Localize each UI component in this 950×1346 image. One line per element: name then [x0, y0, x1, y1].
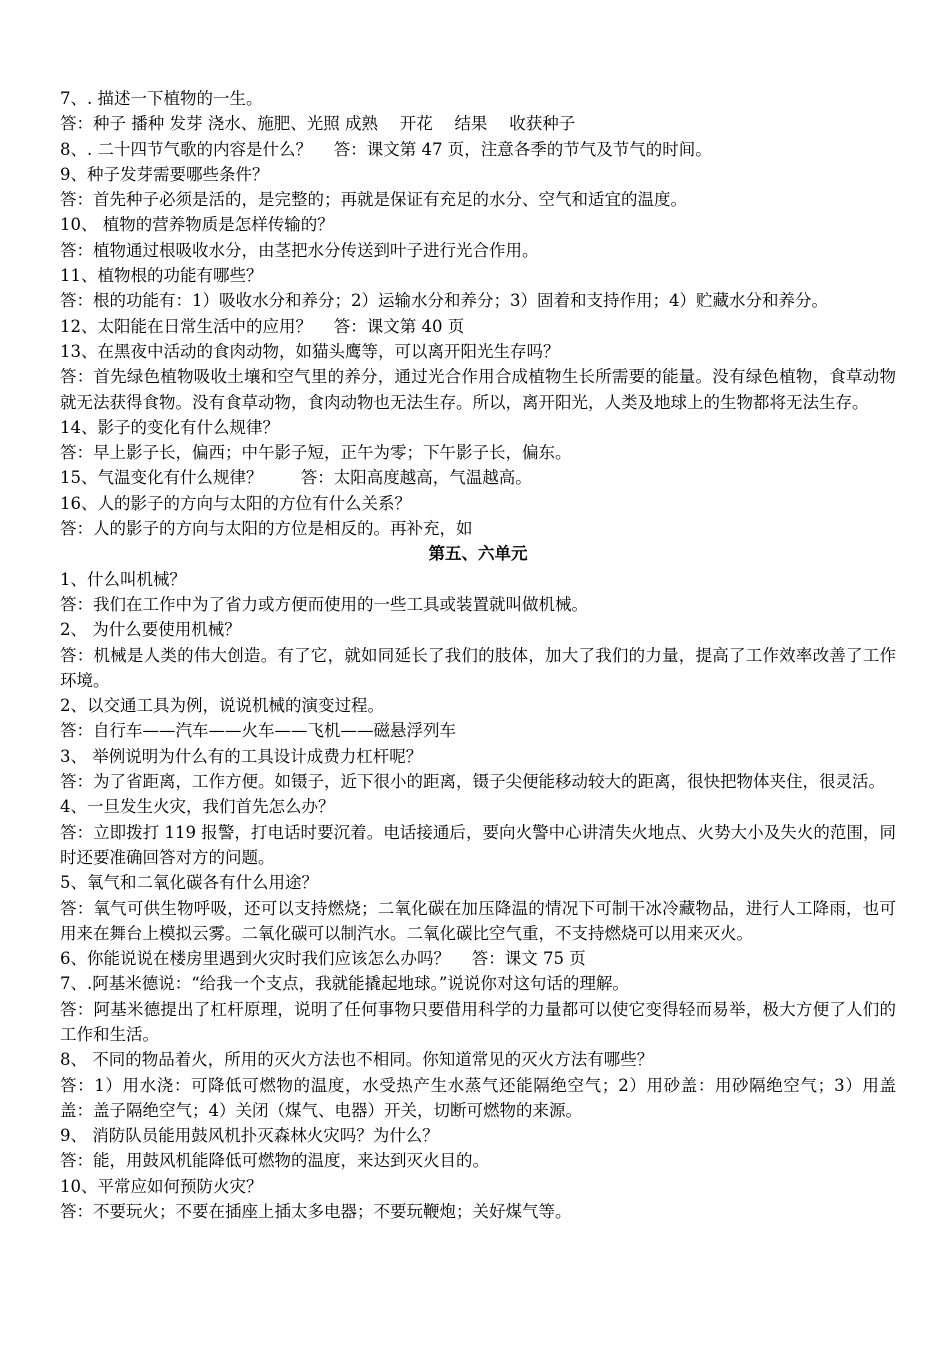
answer-line: 答：植物通过根吸收水分，由茎把水分传送到叶子进行光合作用。 [60, 240, 539, 260]
question-line: 1、什么叫机械？ [60, 569, 186, 589]
question-line: 7、.阿基米德说：“给我一个支点，我就能撬起地球。”说说你对这句话的理解。 [60, 974, 629, 994]
question-line: 9、种子发芽需要哪些条件？ [60, 164, 269, 184]
answer-line: 答：立即拨打 119 报警，打电话时要沉着。电话接通后，要向火警中心讲清失火地点、火势大小及失火的范围，同时还要准确回答对方的问题。 [60, 822, 896, 867]
answer-line: 答：我们在工作中为了省力或方便而使用的一些工具或装置就叫做机械。 [60, 594, 588, 614]
answer-line: 答：能，用鼓风机能降低可燃物的温度，来达到灭火目的。 [60, 1151, 489, 1171]
question-line: 5、氧气和二氧化碳各有什么用途？ [60, 873, 318, 893]
answer-line: 答：根的功能有：1）吸收水分和养分；2）运输水分和养分；3）固着和支持作用；4）贮藏水分和养分。 [60, 291, 828, 311]
question-line: 12、太阳能在日常生活中的应用？ 答：课文第 40 页 [60, 316, 465, 336]
question-line: 3、 举例说明为什么有的工具设计成费力杠杆呢？ [60, 746, 423, 766]
question-line: 4、一旦发生火灾，我们首先怎么办？ [60, 797, 335, 817]
question-line: 6、你能说说在楼房里遇到火灾时我们应该怎么办吗？ 答：课文 75 页 [60, 949, 586, 969]
question-line: 2、 为什么要使用机械？ [60, 620, 241, 640]
answer-line: 答：首先种子必须是活的，是完整的；再就是保证有充足的水分、空气和适宜的温度。 [60, 190, 687, 210]
question-line: 10、平常应如何预防火灾？ [60, 1176, 263, 1196]
answer-line: 答：不要玩火；不要在插座上插太多电器；不要玩鞭炮；关好煤气等。 [60, 1202, 572, 1222]
section-heading: 第五、六单元 [428, 544, 528, 564]
question-line: 10、 植物的营养物质是怎样传输的？ [60, 215, 334, 235]
question-line: 16、人的影子的方向与太阳的方位有什么关系？ [60, 493, 411, 513]
answer-line: 答：为了省距离，工作方便。如镊子，近下很小的距离，镊子尖便能移动较大的距离，很快把物体夹住，很灵活。 [60, 772, 885, 792]
question-line: 14、影子的变化有什么规律？ [60, 417, 279, 437]
answer-line: 答：种子 播种 发芽 浇水、施肥、光照 成熟 开花 结果 收获种子 [60, 114, 576, 134]
answer-line: 答：早上影子长，偏西；中午影子短，正午为零；下午影子长，偏东。 [60, 443, 572, 463]
answer-line: 答：阿基米德提出了杠杆原理，说明了任何事物只要借用科学的力量都可以使它变得轻而易举，极大方便了人们的工作和生活。 [60, 999, 896, 1044]
question-line: 11、植物根的功能有哪些？ [60, 266, 263, 286]
question-line: 8、. 二十四节气歌的内容是什么？ 答：课文第 47 页，注意各季的节气及节气的时间。 [60, 139, 712, 159]
answer-line: 答：氧气可供生物呼吸，还可以支持燃烧；二氧化碳在加压降温的情况下可制干冰冷藏物品，进行人工降雨，也可用来在舞台上模拟云雾。二氧化碳可以制汽水。二氧化碳比空气重，不支持燃烧可以用来灭火。 [60, 898, 896, 943]
question-line: 9、 消防队员能用鼓风机扑灭森林火灾吗？为什么？ [60, 1126, 439, 1146]
question-line: 15、气温变化有什么规律？ 答：太阳高度越高，气温越高。 [60, 468, 532, 488]
question-line: 7、. 描述一下植物的一生。 [60, 89, 263, 108]
question-line: 8、 不同的物品着火，所用的灭火方法也不相同。你知道常见的灭火方法有哪些？ [60, 1050, 654, 1070]
answer-line: 答：1）用水浇：可降低可燃物的温度，水受热产生水蒸气还能隔绝空气；2）用砂盖：用砂隔绝空气；3）用盖盖：盖子隔绝空气；4）关闭（煤气、电器）开关，切断可燃物的来源。 [60, 1075, 896, 1120]
answer-line: 答：人的影子的方向与太阳的方位是相反的。再补充，如 [60, 519, 473, 539]
question-line: 13、在黑夜中活动的食肉动物，如猫头鹰等，可以离开阳光生存吗？ [60, 341, 560, 361]
question-line: 2、以交通工具为例，说说机械的演变过程。 [60, 696, 384, 716]
answer-line: 答：机械是人类的伟大创造。有了它，就如同延长了我们的肢体，加大了我们的力量，提高了工作效率改善了工作环境。 [60, 645, 896, 690]
document-page [60, 86, 896, 1224]
answer-line: 答：首先绿色植物吸收土壤和空气里的养分，通过光合作用合成植物生长所需要的能量。没有绿色植物，食草动物就无法获得食物。没有食草动物，食肉动物也无法生存。所以，离开阳光，人类及地球上的生物都将无法生存。 [60, 367, 896, 412]
answer-line: 答：自行车——汽车——火车——飞机——磁悬浮列车 [60, 721, 456, 741]
